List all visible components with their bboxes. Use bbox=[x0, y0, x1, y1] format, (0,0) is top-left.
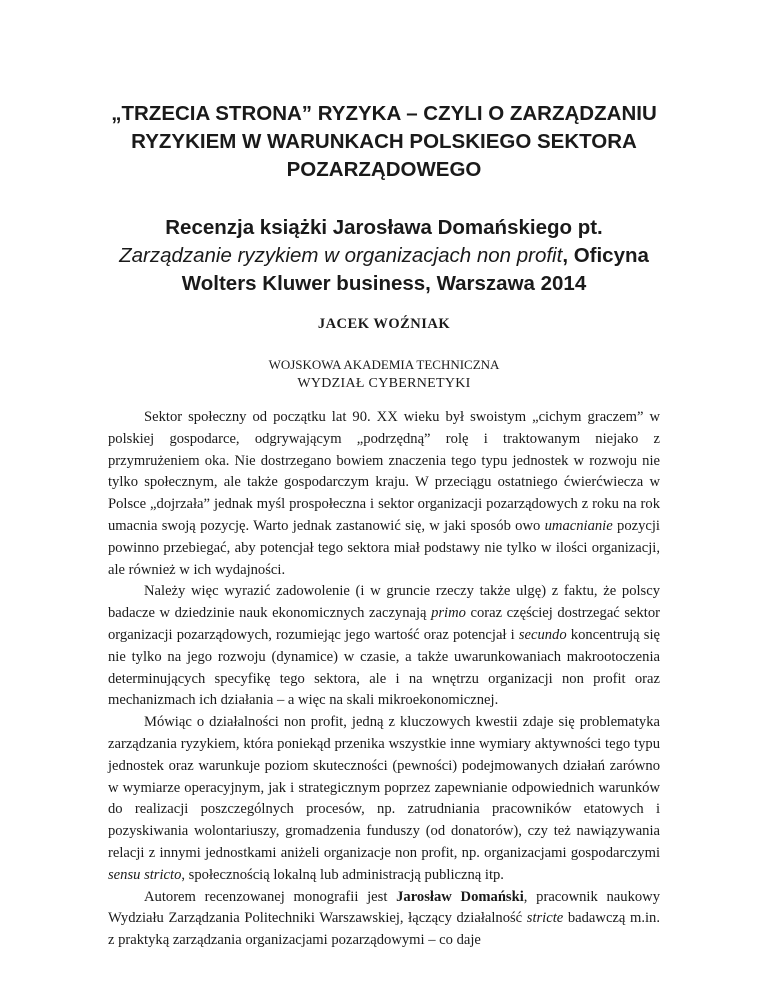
paragraph-2-emphasis-primo: primo bbox=[431, 605, 466, 622]
affiliation bbox=[108, 355, 660, 393]
paragraph-3-emphasis: sensu stricto bbox=[108, 866, 182, 883]
paragraph-4-author-name: Jarosław Domański bbox=[396, 888, 524, 905]
paragraph-1-tail: pozycji powinno przebiegać, aby potencjał tego sektora miał podstawy nie tylko w ilości organizacji, ale również w ich wydajności. bbox=[108, 517, 660, 578]
paragraph-3-text-b: , społecznością lokalną lub administracją publiczną itp. bbox=[181, 866, 504, 883]
paragraph-4-text-b: , pracownik naukowy Wydziału Zarządzania Politechniki Warszawskiej, łączący działalność bbox=[108, 888, 660, 927]
article-body bbox=[108, 407, 660, 952]
paragraph-3 bbox=[108, 712, 660, 886]
paragraph-4 bbox=[108, 887, 660, 952]
paragraph-4-emphasis: stricte bbox=[526, 910, 564, 927]
paragraph-4-text-c: badawczą m.in. z praktyką zarządzania organizacjami pozarządowymi – co daje bbox=[108, 910, 660, 949]
paragraph-2-text-b: coraz częściej dostrzegać sektor organizacji pozarządowych, rozumiejąc jego wartość oraz potencjał i bbox=[108, 605, 660, 643]
author-name: JACEK WOŹNIAK bbox=[317, 316, 451, 332]
paragraph-1-text: Sektor społeczny od początku lat 90. XX wieku był swoistym „cichym graczem” w polskiej gospodarce, odgrywającym „podrzędną” rolę i traktowanym niejako z przymrużeniem oka. Nie dostrzegano bowiem znaczenia tego typu jednostek w rozwoju nie tylko społecznym, ale także gospodarczym kraju. W przeciągu ostatniego ćwierćwiecza w Polsce „dojrzała” jednak myśl prospołeczna i sektor organizacji pozarządowych z roku na rok umacnia swoją pozycję. Warto jednak zastanowić się, w jaki sposób owo bbox=[108, 409, 660, 534]
article-title: „TRZECIA STRONA” RYZYKA – CZYLI O ZARZĄDZANIU RYZYKIEM W WARUNKACH POLSKIEGO SEKTORA POZARZĄDOWEGO bbox=[111, 102, 657, 181]
paragraph-4-text-a: Autorem recenzowanej monografii jest bbox=[144, 888, 397, 905]
affiliation-institution: WOJSKOWA AKADEMIA TECHNICZNA bbox=[268, 357, 500, 372]
paragraph-3-text-a: Mówiąc o działalności non profit, jedną z kluczowych kwestii zdaje się problematyka zarządzania ryzykiem, która poniekąd przenika wszystkie inne wymiary aktywności tego typu jednostek oraz warunkuje poziom skuteczności (pewności) podejmowanych działań zarówno w wymiarze operacyjnym, jak i strategicznym poprzez zapewnianie odpowiednich warunków do realizacji poszczególnych procesów, np. zatrudniania pracowników etatowych i pozyskiwania wolontariuszy, gromadzenia funduszy (od donatorów), czy też nawiązywania relacji z innymi jednostkami aniżeli organizacje non profit, np. organizacjami gospodarczymi bbox=[108, 714, 660, 861]
paragraph-2-text-a: Należy więc wyrazić zadowolenie (i w gruncie rzeczy także ulgę) z faktu, że polscy badacze w dziedzinie nauk ekonomicznych zaczynają bbox=[108, 583, 660, 622]
paragraph-2 bbox=[108, 581, 660, 712]
publisher-info: , Oficyna Wolters Kluwer business, Warszawa 2014 bbox=[181, 244, 649, 295]
paragraph-1 bbox=[108, 407, 660, 581]
paragraph-1-emphasis: umacnianie bbox=[544, 517, 613, 534]
affiliation-faculty: WYDZIAŁ CYBERNETYKI bbox=[297, 376, 471, 391]
book-title: Zarządzanie ryzykiem w organizacjach non profit bbox=[119, 244, 563, 267]
paragraph-2-emphasis-secundo: secundo bbox=[518, 626, 567, 643]
subtitle-text: Recenzja książki Jarosława Domańskiego pt. bbox=[165, 216, 603, 239]
paragraph-2-text-c: koncentrują się nie tylko na jego rozwoju (dynamice) w czasie, a także uwarunkowaniach makrootoczenia determinujących specyfikę tego sektora, ale i na wnętrzu organizacji non profit oraz mechanizmach ich działania – a więc na skali mikroekonomicznej. bbox=[108, 626, 660, 709]
review-subtitle bbox=[108, 214, 660, 298]
